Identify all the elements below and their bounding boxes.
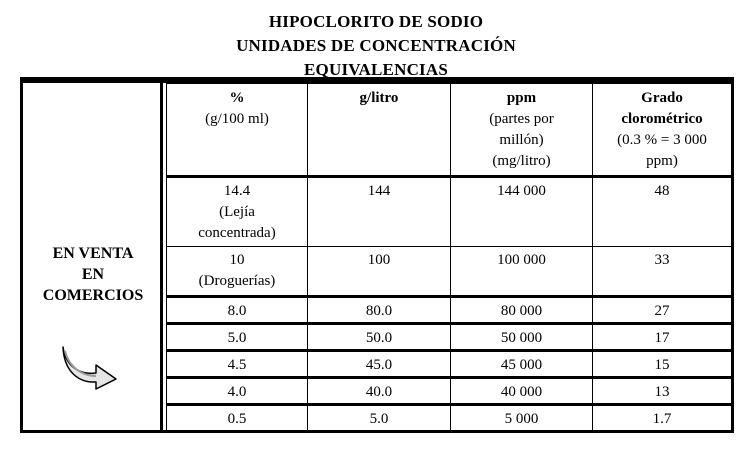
cell-g-litro: 80.0 xyxy=(308,297,451,324)
cell-g-litro: 50.0 xyxy=(308,324,451,351)
cell-percent: 8.0 xyxy=(167,297,308,324)
cell-g-litro: 40.0 xyxy=(308,378,451,405)
header-percent-sub: (g/100 ml) xyxy=(205,111,269,127)
table-row xyxy=(167,247,732,297)
header-percent-title: % xyxy=(229,90,245,106)
cell-percent: 5.0 xyxy=(167,324,308,351)
curved-arrow-right-icon xyxy=(60,345,120,391)
equivalence-table-frame xyxy=(20,77,734,433)
cell-percent-note: concentrada) xyxy=(198,225,276,241)
cell-grado: 1.7 xyxy=(593,405,732,432)
cell-percent-value: 10 xyxy=(229,252,245,268)
side-label xyxy=(23,243,163,306)
cell-ppm: 144 000 xyxy=(451,177,593,247)
header-grado xyxy=(593,84,732,177)
cell-percent xyxy=(167,247,308,297)
table-row xyxy=(167,297,732,324)
side-panel xyxy=(23,83,163,430)
cell-g-litro: 144 xyxy=(308,177,451,247)
header-ppm-sub-1: (partes por xyxy=(489,111,554,127)
cell-grado: 15 xyxy=(593,351,732,378)
cell-grado: 27 xyxy=(593,297,732,324)
table-row xyxy=(167,378,732,405)
header-ppm-sub-3: (mg/litro) xyxy=(492,153,551,169)
cell-g-litro: 45.0 xyxy=(308,351,451,378)
header-row xyxy=(167,84,732,177)
cell-percent-note: (Droguerías) xyxy=(198,273,276,289)
header-ppm-title: ppm xyxy=(506,90,537,106)
side-label-line-1: EN VENTA xyxy=(52,245,134,262)
cell-percent xyxy=(167,177,308,247)
header-grado-sub-2: ppm) xyxy=(646,153,678,169)
cell-grado: 33 xyxy=(593,247,732,297)
cell-ppm: 40 000 xyxy=(451,378,593,405)
table-row xyxy=(167,405,732,432)
cell-percent: 0.5 xyxy=(167,405,308,432)
table-row xyxy=(167,324,732,351)
header-g-litro-title: g/litro xyxy=(359,90,399,106)
table-row xyxy=(167,177,732,247)
cell-ppm: 100 000 xyxy=(451,247,593,297)
cell-grado: 17 xyxy=(593,324,732,351)
cell-percent-note: (Lejía xyxy=(219,204,255,220)
side-label-line-3: COMERCIOS xyxy=(42,287,144,304)
title-line-2: UNIDADES DE CONCENTRACIÓN xyxy=(236,36,516,55)
cell-grado: 13 xyxy=(593,378,732,405)
header-grado-title: Grado xyxy=(641,90,683,106)
title-line-3: EQUIVALENCIAS xyxy=(304,60,448,79)
cell-percent: 4.5 xyxy=(167,351,308,378)
side-label-line-2: EN xyxy=(81,266,105,283)
cell-grado: 48 xyxy=(593,177,732,247)
header-g-litro xyxy=(308,84,451,177)
cell-g-litro: 100 xyxy=(308,247,451,297)
header-grado-sub-1: (0.3 % = 3 000 xyxy=(617,132,707,148)
table-row xyxy=(167,351,732,378)
cell-g-litro: 5.0 xyxy=(308,405,451,432)
cell-percent-value: 14.4 xyxy=(223,183,251,199)
equivalence-table xyxy=(166,83,732,432)
cell-ppm: 50 000 xyxy=(451,324,593,351)
cell-percent: 4.0 xyxy=(167,378,308,405)
cell-ppm: 5 000 xyxy=(451,405,593,432)
header-percent xyxy=(167,84,308,177)
header-ppm-sub-2: millón) xyxy=(499,132,544,148)
header-ppm xyxy=(451,84,593,177)
header-grado-title-2: clorométrico xyxy=(621,111,703,127)
title-line-1: HIPOCLORITO DE SODIO xyxy=(268,12,484,31)
cell-ppm: 80 000 xyxy=(451,297,593,324)
cell-ppm: 45 000 xyxy=(451,351,593,378)
